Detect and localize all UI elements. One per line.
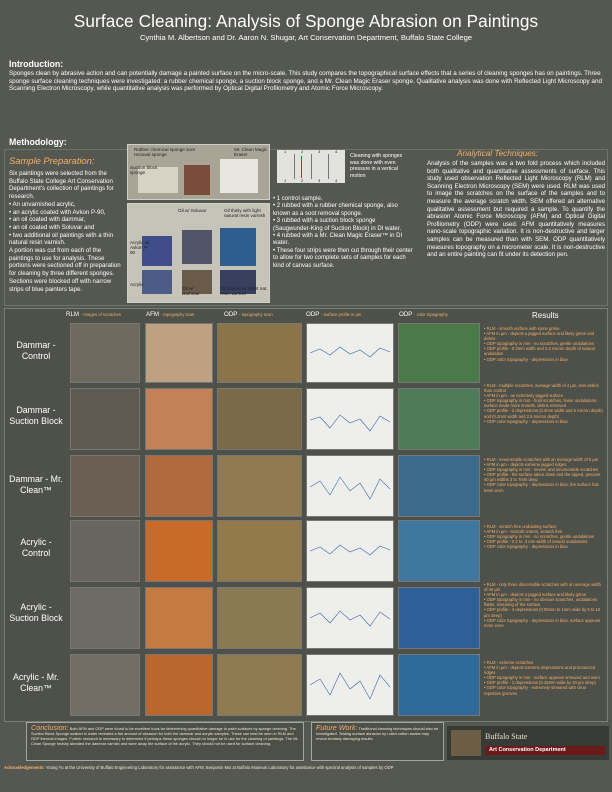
analytical-text: Analysis of the samples was a two fold process which included both qualitative and quantitative assessments of surface. This study used observation Reflected Light Microscopy (RLM) and Scanning Electron Microscopy (SEM) were used. RLM was used to image the scratches on the surface of the samples and to measure the average scratch width. SEM offered an alternative qualitative assessment but required a sample. To quantify the abrasion Atomic Force Microscopy (AFM) and Optical Digital Profilometry (ODP) were used. AFM quantitatively measures nano-scale topographic variation. It is non-destructive and larger samples can be measured than with SEM. ODP quantitatively measures topography on a micrometer scale. It is non-destructive and an entire painting can fit under its detection pen.: [427, 160, 605, 259]
results-list: [484, 660, 604, 696]
result-item: • ODP topography in mm - surface appears smeared and worn: [484, 675, 600, 681]
department-logo: [447, 726, 609, 760]
result-item: • ODP topography in mm - no obvious scratches, undulations flatter, smearing of the surface: [484, 597, 598, 608]
future-work-text: Traditional cleaning techniques should also be investigated. Testing surface abrasion by rolled cotton swabs may reveal similarly damaging results.: [316, 726, 439, 742]
odp-color-image: [398, 587, 480, 649]
afm-image: [145, 455, 213, 517]
result-item: • ODP profile - 0.2 to .3 mm width of natural undulations: [484, 539, 588, 545]
sample-prep-heading: Sample Preparation:: [9, 155, 95, 166]
strip-bullet: • 1 control sample.: [273, 196, 323, 202]
results-list: [484, 457, 604, 493]
ack-heading: Acknowledgements:: [4, 765, 45, 770]
diagram-number: 2: [301, 178, 304, 183]
result-item: • AFM in µm - an extremely jagged surface: [484, 393, 564, 399]
row-label: Dammar - Mr. Clean™: [9, 474, 63, 495]
result-item: • RLM - smooth surface with some grime: [484, 326, 560, 331]
odp-topography-image: [217, 388, 302, 450]
logo-image: [451, 730, 481, 756]
odp-color-image: [398, 520, 480, 582]
result-item: • RLM - extreme scratches: [484, 660, 534, 665]
afm-image: [145, 388, 213, 450]
result-item: • ODP color topography - depressions in blue, the surface has been worn: [484, 482, 599, 493]
strip-bullet: • 4 rubbed with a Mr. Clean Magic Eraser™ in DI water.: [273, 233, 403, 247]
row-label: Dammar - Control: [16, 340, 56, 361]
odp-color-image: [398, 388, 480, 450]
result-item: • ODP topography in mm - severe and innumerable scratches: [484, 467, 599, 473]
column-header-odp-topography: ODP - topography scan: [224, 311, 273, 318]
result-item: • ODP topography in mm - no scratches, gentle undulations: [484, 341, 595, 347]
result-item: • ODP color topography - depressions in blue, surface appears more even: [484, 617, 601, 628]
result-item: • ODP profile - the surface taken down and the ripped, grooves 40 µm widths 3 to 7mm deep: [484, 472, 601, 483]
rlm-image: [70, 455, 140, 517]
column-header-results: Results: [532, 311, 559, 320]
prep-bullet: • An unvarnished acrylic,: [9, 200, 76, 208]
row-label: Acrylic - Suction Block: [9, 602, 63, 623]
prep-intro: Six paintings were selected from the Buffalo State College Art Conservation Department's collection of paintings for research.: [9, 170, 114, 201]
conclusion-box: [26, 722, 304, 761]
odp-topography-image: [217, 455, 302, 517]
methodology-heading: Methodology:: [9, 137, 67, 147]
analytical-heading: Analytical Techniques:: [457, 149, 539, 158]
rubber-sponge: [184, 165, 210, 195]
odp-color-image: [398, 455, 480, 517]
diagram-number: 4: [335, 178, 338, 183]
odp-color-image: [398, 654, 480, 716]
photo-label: Rubber chemical sponge soot removal sponge: [134, 147, 195, 157]
diagram-number: 2: [301, 149, 304, 154]
row-label: Dammar - Suction Block: [9, 405, 63, 426]
result-item: • ODP profile - 0.3mm width and 2.5 micron depth of natural undulation: [484, 346, 595, 357]
rlm-image: [70, 520, 140, 582]
results-list: [484, 383, 604, 424]
afm-image: [145, 587, 213, 649]
strip-bullet: • These four strips were then cut through their center to allow for two complete sets of samples for each kind of canvas surface.: [273, 247, 413, 269]
results-list: [484, 524, 604, 549]
diagram-number: 3: [318, 149, 321, 154]
diagram-number: 1: [284, 149, 287, 154]
row-label: Acrylic - Mr. Clean™: [13, 672, 59, 693]
result-item: • ODP profile - 2 depressions (0.3mm width and 5 micron depth) and (0.2mm width and 2.5 micron depth): [484, 408, 603, 419]
result-item: • AFM in µm - smooth craters, scratch free: [484, 529, 563, 535]
intro-text: Sponges clean by abrasive action and can potentially damage a painted surface on the micro-scale. This study compares the topographical surface effects that a series of cleaning sponges has on paintings. Three sponge surface cleaning techniques were investigated: a rubber chemical sponge, a suction block sponge, and a Mr. Clean Magic Eraser sponge. Qualitative analysis was done with Reflected Light Microscopy and Scanning Electron Microscopy, while quantitative analysis was performed by Optical Digital Profilometry and Atomic Force Microscopy.: [9, 70, 602, 92]
arrow-icon: [301, 156, 302, 178]
result-item: • AFM in µm - depicts extreme jagged ridges: [484, 462, 567, 468]
sample-swatch: [182, 230, 212, 264]
result-item: • ODP profile - 2 depressions (0.25mm wide by 20 µm deep): [484, 680, 596, 686]
future-work-box: [311, 722, 444, 761]
result-item: • ODP color topography - depressions in blue: [484, 418, 568, 424]
result-item: • ODP topography in mm - bold scratches, fewer undulations, surface made more smooth, debris removed: [484, 398, 598, 409]
result-item: • ODP topography in mm - no scratches, gentle undulations: [484, 534, 595, 540]
photo-label: Suction block sponge: [130, 165, 158, 175]
photo-label: Mr. Clean Magic Eraser: [234, 147, 268, 157]
rlm-image: [70, 654, 140, 716]
diagram-number: 3: [318, 178, 321, 183]
samples-photo: [127, 203, 270, 303]
strip-bullet: • 2 rubbed with a rubber chemical sponge, also known as a soot removal sponge.: [273, 203, 398, 217]
result-item: • ODP color topography - depressions in blue: [484, 544, 568, 550]
result-item: • RLM - multiple scratches, average width of 4 µm, less debris than control: [484, 383, 599, 394]
column-header-rlm: RLM - Images of scratches: [66, 311, 121, 318]
result-item: • AFM in µm - depicts extreme depressions and pronounced ridges: [484, 665, 596, 676]
photo-label: Acrylic: [130, 282, 144, 287]
results-list: [484, 326, 604, 362]
prep-bullet: • an oil coated with dammar,: [9, 216, 86, 224]
diagram-number: 1: [284, 178, 287, 183]
prep-bullet: • an acrylic coated with Avkon P-90,: [9, 208, 106, 216]
photo-label: Oil (black) w/ slight nat. resin varnish: [220, 286, 268, 296]
sample-swatch: [220, 228, 256, 266]
photo-label: Oil w/ Dammar: [182, 286, 200, 296]
diagram-caption: Cleaning with sponges was done with even pressure in a vertical motion: [350, 153, 403, 179]
logo-name: Buffalo State: [485, 732, 528, 741]
odp-topography-image: [217, 654, 302, 716]
result-item: • ODP color topography - extremely smeared with clear repetitive grooves: [484, 685, 587, 696]
sample-prep-text: [9, 170, 121, 293]
results-list: [484, 582, 604, 628]
cleaning-diagram: [277, 150, 345, 183]
prep-text2: A portion was cut from each of the paintings to use for analysis. These portions were sectioned off in preparation for cleaning by three different sponges. Sections were blocked off with narrow strips of blue painters tape.: [9, 247, 121, 293]
column-header-odp-color: ODP - color topography: [399, 311, 448, 318]
sponges-photo: [127, 144, 270, 200]
prep-bullet: • two additional oil paintings with a thin natural resin varnish.: [9, 231, 114, 247]
odp-topography-image: [217, 323, 302, 383]
odp-topography-image: [217, 587, 302, 649]
odp-topography-image: [217, 520, 302, 582]
logo-dept: Art Conservation Department: [489, 747, 566, 753]
prep-bullet: • an oil coated with Soluvar and: [9, 223, 95, 231]
result-item: • RLM - innumerable scratches with an average width of 5 µm: [484, 457, 599, 462]
afm-image: [145, 323, 213, 383]
conclusion-text: Both AFM and ODP were found to be excellent tools for determining quantitative damage to paint surfaces by sponge cleaning. The Suction Block Sponge soaked in water revealed a fair amount of abrasion for both the dammar and acrylic samples. These can best be seen in RLM and ODP thermal images. Further research is necessary to determine if perhaps these sponges should no longer be in use for the cleaning of paintings. The Mr. Clean Sponge heavily abraded the dammar varnish and wore away the surface of the acrylic. They should not be used for surface cleaning.: [31, 726, 299, 747]
page-title: Surface Cleaning: Analysis of Sponge Abrasion on Paintings: [73, 11, 539, 31]
column-header-odp-profile: ODP - surface profile in µm: [306, 311, 362, 318]
ack-text: Young Yu at the University of Buffalo Engineering Laboratory for assistance with AFM, Benjamin Moi at Buffalo Museum Laboratory for assistance with spectral analysis of samples by ODP: [45, 765, 394, 770]
photo-label: Oil thinly with light natural resin varnish: [224, 208, 266, 218]
conclusion-heading: Conclusion:: [31, 723, 69, 732]
odp-color-image: [398, 323, 480, 383]
photo-label: Oil w/ Soluvar: [178, 208, 207, 213]
rlm-image: [70, 388, 140, 450]
photo-label: Acrylic w/ Avkon P-90: [130, 240, 150, 255]
acknowledgements: [4, 765, 608, 770]
intro-heading: Introduction:: [9, 59, 64, 69]
rlm-image: [70, 323, 140, 383]
result-item: • AFM in µm - depicts a jagged surface and likely grime: [484, 592, 587, 598]
result-item: • AFM in µm - depicts a jagged surface and likely grime and debris: [484, 331, 595, 342]
profile-graphs: [306, 323, 394, 716]
column-header-afm: AFM - topography scan: [146, 311, 195, 318]
rlm-image: [70, 587, 140, 649]
future-work-heading: Future Work:: [316, 723, 358, 732]
result-item: • ODP profile - 4 depressions (0.05mm to 1mm wide by 5 to 10 µm deep): [484, 607, 601, 618]
strip-bullet: • 3 rubbed with a suction block sponge (Saugwunder-King of Suction Block) in DI water.: [273, 218, 402, 232]
afm-image: [145, 520, 213, 582]
result-item: • RLM - scratch free undulating surface: [484, 524, 557, 529]
authors: Cynthia M. Albertson and Dr. Aaron N. Shugar, Art Conservation Department, Buffalo State College: [139, 33, 473, 42]
result-item: • RLM - only three discernable scratches with an average width of 40 µm: [484, 582, 601, 593]
strip-list: [273, 196, 413, 270]
afm-image: [145, 654, 213, 716]
diagram-number: 4: [335, 149, 338, 154]
magic-eraser-sponge: [220, 159, 258, 193]
row-label: Acrylic - Control: [20, 537, 52, 558]
result-item: • ODP color topography - depressions in blue: [484, 356, 568, 362]
